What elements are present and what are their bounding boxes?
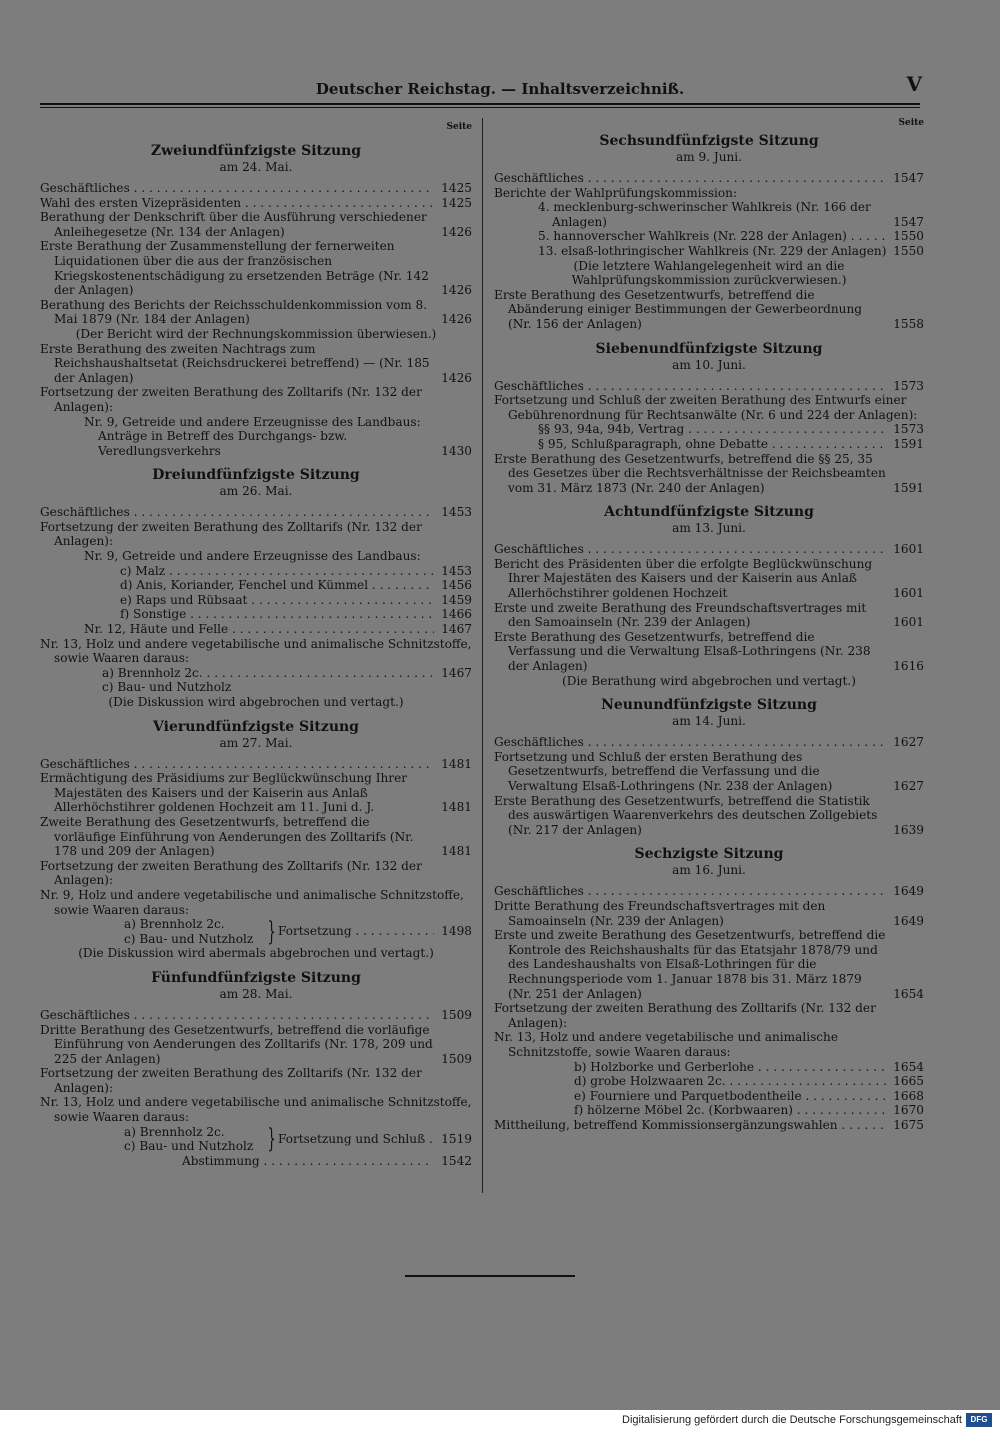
toc-entry: Erste und zweite Berathung des Freundschaftsvertrages mit den Samoainseln (Nr. 239 der Anlagen) 1601 xyxy=(494,600,924,630)
toc-subentry: 5. hannoverscher Wahlkreis (Nr. 228 der Anlagen) . . . 1550 xyxy=(494,229,924,244)
toc-entry: Geschäftliches . . . 1547 xyxy=(494,171,924,186)
toc-subentry: e) Raps und Rübsaat . . . 1459 xyxy=(40,593,472,608)
toc-entry: Fortsetzung und Schluß der zweiten Berathung des Entwurfs einer Gebührenordnung für Rechtsanwälte (Nr. 6 und 224 der Anlagen): xyxy=(494,393,918,422)
brace-group xyxy=(40,917,472,946)
end-rule xyxy=(405,1275,575,1277)
session-title: Achtundfünfzigste Sitzung xyxy=(604,504,814,521)
brace-label: Fortsetzung und Schluß . . . xyxy=(278,1132,434,1147)
toc-entry: Erste Berathung des Gesetzentwurfs, betreffend die §§ 25, 35 des Gesetzes über die Rechtsverhältnisse der Reichsbeamten vom 31. März 1873 (Nr. 240 der Anlagen) 1591 xyxy=(494,451,924,495)
toc-entry: Fortsetzung der zweiten Berathung des Zolltarifs (Nr. 132 der Anlagen): xyxy=(40,385,422,414)
toc-entry: Geschäftliches . . . 1425 xyxy=(40,181,472,196)
seite-label: Seite xyxy=(898,118,924,128)
brace-symbol: } xyxy=(267,916,276,947)
session-date: am 9. Juni. xyxy=(675,150,743,164)
toc-entry: Dritte Berathung des Gesetzentwurfs, betreffend die vorläufige Einführung von Aenderungen des Zolltarifs (Nr. 178, 209 und 225 der Anlagen) 1509 xyxy=(40,1022,472,1066)
session-title: Neunundfünfzigste Sitzung xyxy=(601,697,817,714)
toc-subentry: b) Holzborke und Gerberlohe . . . 1654 xyxy=(494,1060,924,1075)
toc-subentry: 4. mecklenburg-schwerinscher Wahlkreis (Nr. 166 der Anlagen) 1547 xyxy=(538,200,924,229)
toc-note: (Die Berathung wird abgebrochen und vertagt.) xyxy=(562,673,856,688)
toc-note: (Die letztere Wahlangelegenheit wird an die Wahlprüfungskommission zurückverwiesen.) xyxy=(571,258,847,288)
toc-entry: Berichte der Wahlprüfungskommission: xyxy=(494,185,738,200)
toc-subentry: c) Bau- und Nutzholz xyxy=(102,680,232,695)
toc-subentry: a) Brennholz 2c. . . . 1467 xyxy=(40,666,472,681)
header-rule xyxy=(40,103,920,105)
session-title: Fünfundfünfzigste Sitzung xyxy=(151,969,361,986)
session-date: am 28. Mai. xyxy=(219,986,293,1001)
session-title: Siebenundfünfzigste Sitzung xyxy=(595,340,823,357)
toc-entry: Geschäftliches . . . 1601 xyxy=(494,542,924,557)
toc-entry: Geschäftliches . . . 1481 xyxy=(40,757,472,772)
toc-entry: Berathung der Denkschrift über die Ausführung verschiedener Anleihegesetze (Nr. 134 der Anlagen) 1426 xyxy=(40,210,472,239)
toc-entry: Fortsetzung der zweiten Berathung des Zolltarifs (Nr. 132 der Anlagen): xyxy=(494,1001,876,1030)
session-date: am 16. Juni. xyxy=(672,863,746,878)
brace-symbol: } xyxy=(267,1124,276,1155)
toc-subentry: Nr. 9, Holz und andere vegetabilische und animalische Schnitzstoffe, sowie Waaren daraus: xyxy=(40,887,464,917)
session-date: am 14. Juni. xyxy=(672,714,746,729)
session-title: Vierundfünfzigste Sitzung xyxy=(153,718,359,735)
toc-entry: Erste und zweite Berathung des Gesetzentwurfs, betreffend die Kontrole des Reichshaushalts für das Etatsjahr 1878/79 und des Landeshaushalts von Elsaß-Lothringen für die Rechnungsperiode vom 1. Januar 1878 bis 31. März 1879 (Nr. 251 der Anlagen) 1654 xyxy=(494,928,924,1001)
toc-entry: Fortsetzung der zweiten Berathung des Zolltarifs (Nr. 132 der Anlagen): xyxy=(40,1066,422,1095)
page-ref: 1519 xyxy=(441,1131,472,1146)
toc-subentry: c) Malz . . . 1453 xyxy=(40,564,472,579)
left-column xyxy=(40,120,472,1168)
toc-subentry: Nr. 9, Getreide und andere Erzeugnisse des Landbaus: Anträge in Betreff des Durchgangs- bzw. Veredlungsverkehrs 1430 xyxy=(84,414,472,458)
footer-bar xyxy=(0,1410,1000,1432)
toc-subentry: f) Sonstige . . . 1466 xyxy=(40,607,472,622)
page-ref: 1498 xyxy=(441,924,472,939)
toc-entry: Geschäftliches . . . 1573 xyxy=(494,379,924,394)
toc-entry: Fortsetzung der zweiten Berathung des Zolltarifs (Nr. 132 der Anlagen): xyxy=(40,519,422,549)
toc-entry: Fortsetzung und Schluß der ersten Berathung des Gesetzentwurfs, betreffend die Verfassung und die Verwaltung Elsaß-Lothringens (Nr. 238 der Anlagen) 1627 xyxy=(494,749,924,793)
toc-subentry: f) hölzerne Möbel 2c. (Korbwaaren) . . . 1670 xyxy=(494,1103,924,1118)
toc-subentry: Nr. 9, Getreide und andere Erzeugnisse des Landbaus: xyxy=(84,549,421,564)
toc-subentry: Nr. 12, Häute und Felle . . . 1467 xyxy=(40,622,472,637)
dfg-logo-icon: DFG xyxy=(966,1413,992,1427)
toc-entry: Erste Berathung der Zusammenstellung der fernerweiten Liquidationen über die aus der französischen Kriegskostenentschädigung zu ersetzenden Beträge (Nr. 142 der Anlagen) 1426 xyxy=(40,239,472,298)
toc-entry: Wahl des ersten Vizepräsidenten . . . 1425 xyxy=(40,196,472,211)
running-head: Deutscher Reichstag. — Inhaltsverzeichniß. xyxy=(315,80,685,98)
toc-entry: Fortsetzung der zweiten Berathung des Zolltarifs (Nr. 132 der Anlagen): xyxy=(40,858,422,888)
session-title: Dreiundfünfzigste Sitzung xyxy=(152,467,360,484)
toc-entry: Geschäftliches . . . 1627 xyxy=(494,735,924,750)
brace-group xyxy=(40,1125,472,1154)
brace-label: Fortsetzung . . . xyxy=(278,924,434,939)
toc-subentry: Nr. 13, Holz und andere vegetabilische und animalische Schnitzstoffe, sowie Waaren daraus: xyxy=(494,1030,838,1059)
toc-subentry: 13. elsaß-lothringischer Wahlkreis (Nr. 229 der Anlagen) . . . 1550 xyxy=(494,244,924,259)
toc-entry: Geschäftliches . . . 1649 xyxy=(494,884,924,899)
session-date: am 24. Mai. xyxy=(219,160,293,174)
seite-label: Seite xyxy=(446,122,472,132)
toc-entry: Geschäftliches . . . 1453 xyxy=(40,505,472,520)
toc-subentry: c) Bau- und Nutzholz xyxy=(124,931,254,946)
toc-subentry: e) Fourniere und Parquetbodentheile . . . 1668 xyxy=(494,1089,924,1104)
toc-entry: Erste Berathung des zweiten Nachtrags zum Reichshaushaltsetat (Reichsdruckerei betreffend) — (Nr. 185 der Anlagen) 1426 xyxy=(40,341,472,385)
toc-subentry: a) Brennholz 2c. xyxy=(124,1124,225,1139)
session-date: am 26. Mai. xyxy=(219,484,293,499)
toc-entry: Berathung des Berichts der Reichsschuldenkommission vom 8. Mai 1879 (Nr. 184 der Anlagen) 1426 xyxy=(40,297,472,327)
page-number: V xyxy=(906,72,922,96)
toc-note: (Die Diskussion wird abermals abgebrochen und vertagt.) xyxy=(78,946,434,961)
session-date: am 10. Juni. xyxy=(672,357,746,372)
toc-subentry: § 95, Schlußparagraph, ohne Debatte . . . 1591 xyxy=(494,437,924,452)
session-title: Sechzigste Sitzung xyxy=(634,846,784,863)
toc-entry: Erste Berathung des Gesetzentwurfs, betreffend die Verfassung und die Verwaltung Elsaß-Lothringens (Nr. 238 der Anlagen) 1616 xyxy=(494,629,924,674)
toc-note: (Die Diskussion wird abgebrochen und vertagt.) xyxy=(108,695,404,709)
toc-subentry: Nr. 13, Holz und andere vegetabilische und animalische Schnitzstoffe, sowie Waaren daraus: xyxy=(40,636,472,666)
column-divider xyxy=(482,118,483,1193)
toc-note: (Der Bericht wird der Rechnungskommission überwiesen.) xyxy=(75,326,437,341)
right-column xyxy=(494,116,924,1132)
toc-subentry: Abstimmung . . . 1542 xyxy=(40,1154,472,1169)
toc-subentry: d) Anis, Koriander, Fenchel und Kümmel . . . 1456 xyxy=(40,578,472,593)
toc-subentry: §§ 93, 94a, 94b, Vertrag . . . 1573 xyxy=(494,422,924,437)
toc-subentry: Nr. 13, Holz und andere vegetabilische und animalische Schnitzstoffe, sowie Waaren daraus: xyxy=(40,1095,472,1125)
footer-credit: Digitalisierung gefördert durch die Deutsche Forschungsgemeinschaft xyxy=(622,1414,962,1426)
toc-subentry: a) Brennholz 2c. xyxy=(124,917,225,932)
toc-entry: Mittheilung, betreffend Kommissionsergänzungswahlen . . . 1675 xyxy=(494,1118,924,1133)
toc-entry: Zweite Berathung des Gesetzentwurfs, betreffend die vorläufige Einführung von Aenderungen des Zolltarifs (Nr. 178 und 209 der Anlagen) 1481 xyxy=(40,814,472,859)
toc-entry: Dritte Berathung des Freundschaftsvertrages mit den Samoainseln (Nr. 239 der Anlagen) 1649 xyxy=(494,898,924,928)
toc-subentry: d) grobe Holzwaaren 2c. . . . 1665 xyxy=(494,1074,924,1089)
header-rule-thin xyxy=(40,107,920,108)
toc-entry: Bericht des Präsidenten über die erfolgte Beglückwünschung Ihrer Majestäten des Kaisers und der Kaiserin aus Anlaß Allerhöchstihrer goldenen Hochzeit 1601 xyxy=(494,556,924,601)
toc-entry: Erste Berathung des Gesetzentwurfs, betreffend die Statistik des auswärtigen Waarenverkehrs des deutschen Zollgebiets (Nr. 217 der Anlagen) 1639 xyxy=(494,793,924,837)
toc-subentry: c) Bau- und Nutzholz xyxy=(124,1139,254,1154)
session-date: am 13. Juni. xyxy=(672,521,746,536)
toc-entry: Ermächtigung des Präsidiums zur Beglückwünschung Ihrer Majestäten des Kaisers und der Kaiserin aus Anlaß Allerhöchstihrer goldenen Hochzeit am 11. Juni d. J. 1481 xyxy=(40,771,472,815)
session-title: Sechsundfünfzigste Sitzung xyxy=(599,133,819,149)
toc-entry: Erste Berathung des Gesetzentwurfs, betreffend die Abänderung einiger Bestimmungen der Gewerbeordnung (Nr. 156 der Anlagen) 1558 xyxy=(494,287,924,331)
toc-entry: Geschäftliches . . . 1509 xyxy=(40,1008,472,1023)
session-date: am 27. Mai. xyxy=(219,735,293,750)
session-title: Zweiundfünfzigste Sitzung xyxy=(150,143,362,159)
